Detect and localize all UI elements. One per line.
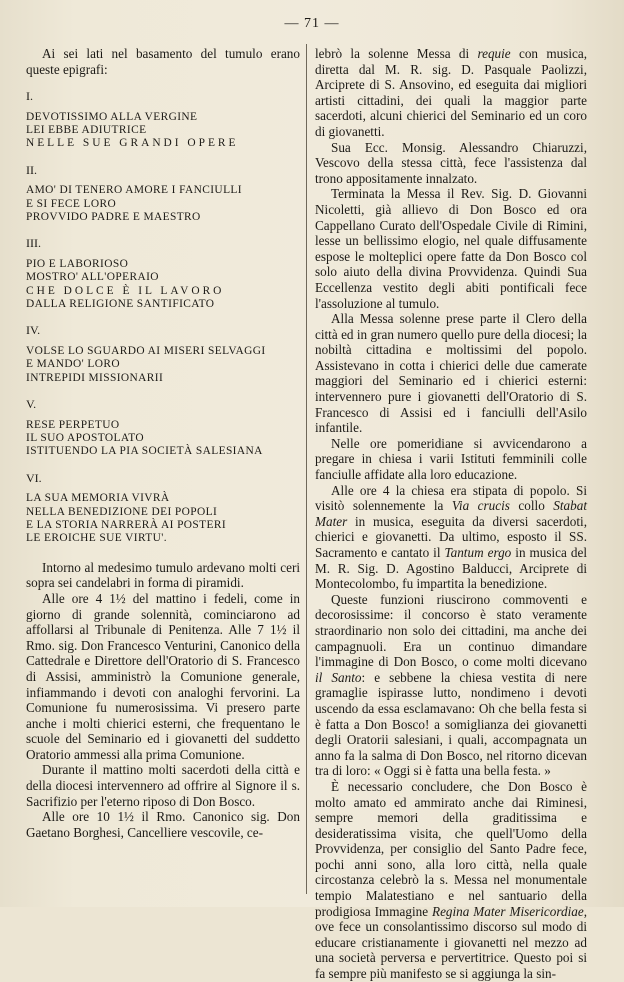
body-paragraph: Intorno al medesimo tumulo ardevano molti ceri sopra sei candelabri in forma di piramidi. xyxy=(26,559,300,591)
column-divider xyxy=(306,44,307,894)
italic-run: Regina Mater Misericordiae xyxy=(432,903,584,919)
text-run: : e sebbene la chiesa vestita di nere gramaglie ispirasse lutto, nondimeno i devoti uscendo da essa esclamavano: Oh che bella festa si è fatta a Don Bosco! a somiglianza dei giovanetti degli Oratorii salesiani, i quali, accompagnata un anno fa la salma di Don Bosco, nel ritorno dicevan tra di loro: « Oggi si è fatta una bella festa. » xyxy=(315,669,587,779)
epigraph-line: MOSTRO' ALL'OPERAIO xyxy=(26,271,159,284)
epigraph-line: NELLA BENEDIZIONE DEI POPOLI xyxy=(26,505,218,518)
epigraph-number: IV. xyxy=(26,323,41,338)
spacer xyxy=(26,546,300,560)
epigraph-number: V. xyxy=(26,397,37,412)
text-run: Queste funzioni riuscirono commoventi e decorosissime: il concorso è stato veramente straordinario non solo dei cittadini, ma anche dei campagnuoli. Era un continuo dimandare l'immagine di Don Bosco, o come molti dicevano xyxy=(315,591,587,670)
text-run: in musica, eseguita da diversi sacerdoti, chierici e giovanetti. Da ultimo, esposto il SS. Sacramento e cantato il xyxy=(315,513,587,560)
text-run: in musica del M. R. Sig. D. Agostino Balducci, Arciprete di Montecolombo, fu impartita la benedizione. xyxy=(315,545,587,592)
epigraph-number: I. xyxy=(26,89,33,104)
epigraph-4 xyxy=(26,324,300,385)
epigraph-5 xyxy=(26,398,300,459)
italic-run: Stabat Mater xyxy=(315,498,587,529)
body-paragraph: Alla Messa solenne prese parte il Clero della città ed in gran numero quello pure della diocesi; la nobiltà cittadina e moltissimi del popolo. Assistevano in cotta i chierici delle due camerate maggiori del Seminario ed i chierici esterni: intervennero pure i giovanetti dell'Oratorio di S. Francesco di Assisi ed i fanciulli dell'Asilo infantile. xyxy=(315,311,587,436)
epigraph-line: LEI EBBE ADIUTRICE xyxy=(26,124,147,136)
epigraph-line: E SI FECE LORO xyxy=(26,197,117,210)
epigraph-line: IL SUO APOSTOLATO xyxy=(26,431,144,444)
epigraph-1 xyxy=(26,90,300,151)
text-run: Alle ore 4 la chiesa era stipata di popolo. Si visitò solennemente la xyxy=(315,482,587,514)
epigraph-3 xyxy=(26,237,300,311)
epigraph-line: LE EROICHE SUE VIRTU'. xyxy=(26,532,167,545)
epigraphs xyxy=(26,90,300,546)
text-run: collo xyxy=(509,498,554,514)
italic-run: Tantum ergo xyxy=(444,545,512,560)
body-paragraph xyxy=(315,483,587,592)
body-paragraph xyxy=(315,592,587,779)
body-paragraph: Terminata la Messa il Rev. Sig. D. Giovanni Nicoletti, già allievo di Don Bosco ed ora Cappellano Curato dell'Ospedale Civile di Rimini, lesse un bellissimo elogio, nel quale diffusamente espose le molteplici opere fatte da Don Bosco col solo aiuto della divina Provvidenza. Quindi Sua Eccellenza vestito degli abiti pontificali fece l'assoluzione al tumulo. xyxy=(315,186,587,311)
epigraph-line: DALLA RELIGIONE SANTIFICATO xyxy=(26,298,215,311)
epigraph-line: LA SUA MEMORIA VIVRÀ xyxy=(26,492,170,505)
body-paragraph: Sua Ecc. Monsig. Alessandro Chiaruzzi, Vescovo della stessa città, fece l'assistenza dal trono appositamente innalzato. xyxy=(315,139,587,186)
body-paragraph xyxy=(315,46,587,140)
page-number: — 71 — xyxy=(284,16,340,31)
right-column xyxy=(315,46,587,982)
italic-run: il Santo xyxy=(315,669,362,685)
epigraph-6 xyxy=(26,472,300,546)
epigraph-line: NELLE SUE GRANDI OPERE xyxy=(26,137,239,150)
epigraph-2 xyxy=(26,164,300,225)
text-run: , ove fece un consolantissimo discorso sul modo di educare cristianamente i giovanetti nel mezzo ad una società perversa e pervertitrice. Questo poi si fa sempre più manifesto se si aggiunga la sin- xyxy=(315,903,587,982)
left-column xyxy=(26,46,300,840)
epigraph-line: ISTITUENDO LA PIA SOCIETÀ SALESIANA xyxy=(26,445,263,458)
text-run: È necessario concludere, che Don Bosco è molto amato ed ammirato anche dai Riminesi, sempre memori della graditissima e desideratissima visita, che quell'Uomo della Provvidenza, per consiglio del Santo Padre fece, pochi anni sono, alla loro città, nella quale circostanza celebrò la s. Messa nel monumentale tempio Malatestiano e nel santuario della prodigiosa Immagine xyxy=(315,778,587,919)
text-run: lebrò la solenne Messa di xyxy=(315,46,478,61)
body-paragraph: Alle ore 4 1½ del mattino i fedeli, come in giorno di grande solennità, cominciarono ad affollarsi al Tribunale di Penitenza. Alle 7 1½ il Rmo. sig. Don Francesco Venturini, Canonico della Cattedrale e Direttore dell'Oratorio di S. Francesco di Assisi, amministrò la Comunione generale, infiammando i devoti con analoghi fervorini. La Comunione fu numerosissima. Vi presero parte anche i molti chierici esterni, che frequentano le scuole del Seminario ed i giovanetti del suddetto Oratorio ammessi alla prima Comunione. xyxy=(26,590,300,762)
body-paragraph xyxy=(315,779,587,982)
body-paragraph: Nelle ore pomeridiane si avvicendarono a pregare in chiesa i varii Istituti femminili colle fanciulle affidate alla loro educazione. xyxy=(315,435,587,483)
italic-run: Via crucis xyxy=(451,498,510,514)
epigraph-line: RESE PERPETUO xyxy=(26,418,120,431)
intro-paragraph: Ai sei lati nel basamento del tumulo erano queste epigrafi: xyxy=(26,46,300,77)
body-paragraph: Alle ore 10 1½ il Rmo. Canonico sig. Don Gaetano Borghesi, Cancelliere vescovile, ce- xyxy=(26,809,300,840)
text-run: con musica, diretta dal M. R. sig. D. Pasquale Paolizzi, Arciprete di S. Ansovino, ed eseguita dai migliori artisti cittadini, dei quali la maggior parte sacerdoti, alcuni chierici del Seminario ed un coro di giovanetti. xyxy=(315,46,587,139)
epigraph-line: DEVOTISSIMO ALLA VERGINE xyxy=(26,110,198,123)
epigraph-line: PIO E LABORIOSO xyxy=(26,257,129,270)
italic-run: requie xyxy=(477,46,511,61)
epigraph-line: PROVVIDO PADRE E MAESTRO xyxy=(26,211,201,224)
epigraph-number: VI. xyxy=(26,470,42,485)
body-paragraph: Durante il mattino molti sacerdoti della città e della diocesi intervennero ad offrire al Signore il s. Sacrifizio per l'eterno riposo di Don Bosco. xyxy=(26,762,300,809)
epigraph-line: E LA STORIA NARRERÀ AI POSTERI xyxy=(26,518,227,531)
epigraph-line: CHE DOLCE È IL LAVORO xyxy=(26,284,225,297)
epigraph-line: INTREPIDI MISSIONARII xyxy=(26,371,164,384)
epigraph-line: E MANDO' LORO xyxy=(26,358,120,371)
epigraph-line: VOLSE LO SGUARDO AI MISERI SELVAGGI xyxy=(26,344,266,357)
epigraph-number: II. xyxy=(26,162,37,177)
epigraph-line: AMO' DI TENERO AMORE I FANCIULLI xyxy=(26,184,242,197)
epigraph-number: III. xyxy=(26,236,41,251)
